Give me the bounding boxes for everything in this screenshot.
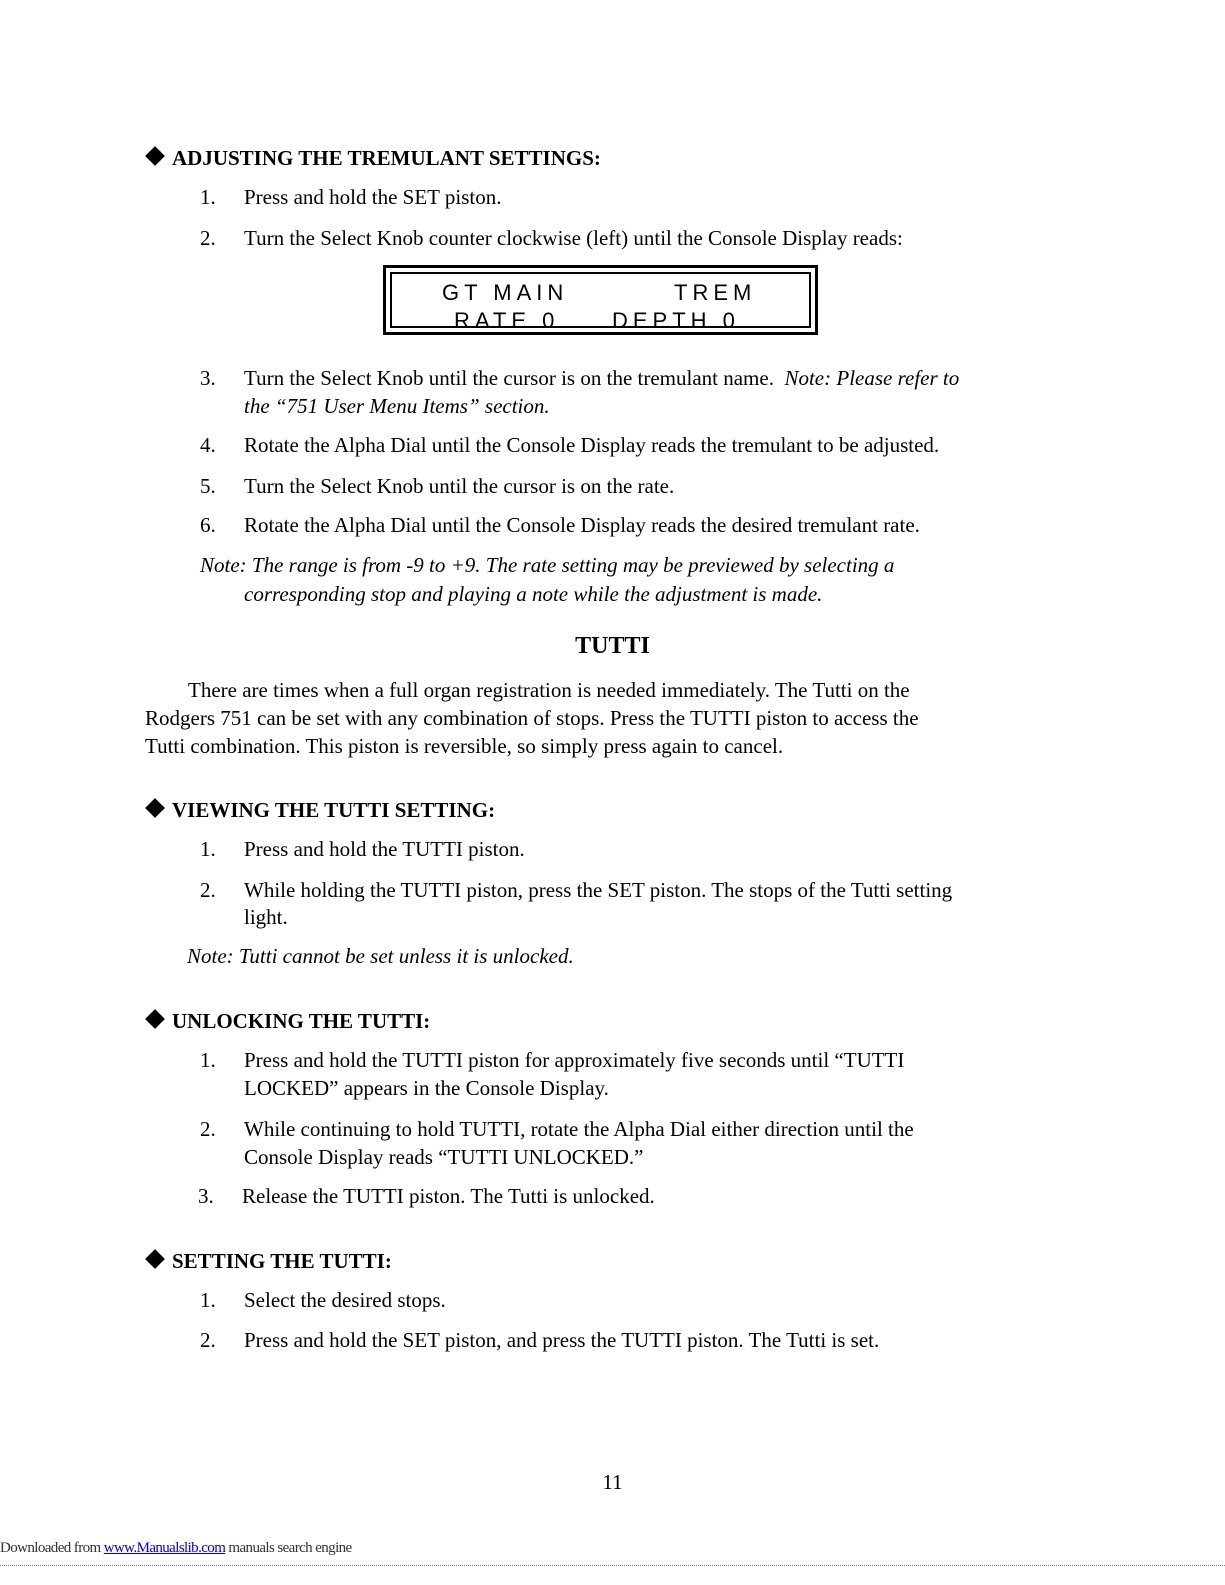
step-number: 2. xyxy=(200,1117,216,1141)
heading-text: VIEWING THE TUTTI SETTING: xyxy=(172,798,496,822)
tutti-locked-note: Note: Tutti cannot be set unless it is unlocked. xyxy=(187,944,574,968)
display-line2-right: DEPTH 0 xyxy=(612,308,740,333)
diamond-bullet-icon xyxy=(145,146,165,166)
tutti-paragraph-line2: Rodgers 751 can be set with any combination of stops. Press the TUTTI piston to access the xyxy=(145,706,919,730)
diamond-bullet-icon xyxy=(145,798,165,818)
tutti-paragraph-line1: There are times when a full organ registration is needed immediately. The Tutti on the xyxy=(188,678,910,702)
step-text: Press and hold the SET piston, and press the TUTTI piston. The Tutti is set. xyxy=(244,1328,880,1352)
tutti-title: TUTTI xyxy=(575,633,650,659)
step-text: Press and hold the TUTTI piston. xyxy=(244,837,525,861)
step-number: 2. xyxy=(200,226,216,250)
console-display xyxy=(383,265,818,335)
diamond-bullet-icon xyxy=(145,1249,165,1269)
section-heading-tremulant xyxy=(145,146,601,171)
step-text: Turn the Select Knob until the cursor is on the rate. xyxy=(244,474,675,498)
display-line1-right: TREM xyxy=(674,280,757,305)
heading-text: UNLOCKING THE TUTTI: xyxy=(172,1009,431,1033)
step-text: Press and hold the SET piston. xyxy=(244,185,502,209)
range-note-line1: Note: The range is from -9 to +9. The rate setting may be previewed by selecting a xyxy=(200,553,895,577)
step-text: Press and hold the TUTTI piston for approximately five seconds until “TUTTI xyxy=(244,1048,905,1072)
step-number: 1. xyxy=(200,1288,216,1312)
footer-dotted-divider xyxy=(0,1565,1225,1566)
step-text xyxy=(244,366,959,391)
section-heading-setting-tutti xyxy=(145,1249,392,1274)
step-text-main: Turn the Select Knob until the cursor is on the tremulant name. xyxy=(244,366,774,390)
step-number: 2. xyxy=(200,1328,216,1352)
footer-prefix: Downloaded from xyxy=(0,1540,104,1556)
step-number: 3. xyxy=(198,1184,214,1208)
step-text: Select the desired stops. xyxy=(244,1288,446,1312)
page-number: 11 xyxy=(602,1470,623,1494)
display-line1-left: GT MAIN xyxy=(442,280,569,305)
step-note-inline: Note: Please refer to xyxy=(784,366,960,390)
step-number: 2. xyxy=(200,878,216,902)
step-text: Release the TUTTI piston. The Tutti is unlocked. xyxy=(242,1184,655,1208)
step-text-continuation: light. xyxy=(244,905,288,929)
step-number: 5. xyxy=(200,474,216,498)
step-number: 1. xyxy=(200,837,216,861)
step-note-continuation: the “751 User Menu Items” section. xyxy=(244,394,550,418)
range-note-line2: corresponding stop and playing a note while the adjustment is made. xyxy=(244,582,823,606)
step-number: 4. xyxy=(200,433,216,457)
step-text: While continuing to hold TUTTI, rotate the Alpha Dial either direction until the xyxy=(244,1117,914,1141)
step-number: 1. xyxy=(200,1048,216,1072)
section-heading-unlocking-tutti xyxy=(145,1009,430,1034)
heading-text: SETTING THE TUTTI: xyxy=(172,1249,392,1273)
diamond-bullet-icon xyxy=(145,1009,165,1029)
step-number: 6. xyxy=(200,513,216,537)
step-text: Turn the Select Knob counter clockwise (left) until the Console Display reads: xyxy=(244,226,903,250)
display-line2-left: RATE 0 xyxy=(454,308,560,333)
step-number: 1. xyxy=(200,185,216,209)
step-text-continuation: Console Display reads “TUTTI UNLOCKED.” xyxy=(244,1145,644,1169)
download-footer xyxy=(0,1540,352,1557)
footer-suffix: manuals search engine xyxy=(225,1540,352,1556)
step-number: 3. xyxy=(200,366,216,390)
section-heading-viewing-tutti xyxy=(145,798,495,823)
tutti-paragraph-line3: Tutti combination. This piston is reversible, so simply press again to cancel. xyxy=(145,734,784,758)
step-text: While holding the TUTTI piston, press the SET piston. The stops of the Tutti setting xyxy=(244,878,953,902)
heading-text: ADJUSTING THE TREMULANT SETTINGS: xyxy=(172,146,601,170)
step-text: Rotate the Alpha Dial until the Console Display reads the tremulant to be adjusted. xyxy=(244,433,940,457)
console-display-inner-border xyxy=(390,272,811,333)
step-text: Rotate the Alpha Dial until the Console Display reads the desired tremulant rate. xyxy=(244,513,920,537)
step-text-continuation: LOCKED” appears in the Console Display. xyxy=(244,1076,609,1100)
manualslib-link[interactable]: www.Manualslib.com xyxy=(103,1540,226,1556)
